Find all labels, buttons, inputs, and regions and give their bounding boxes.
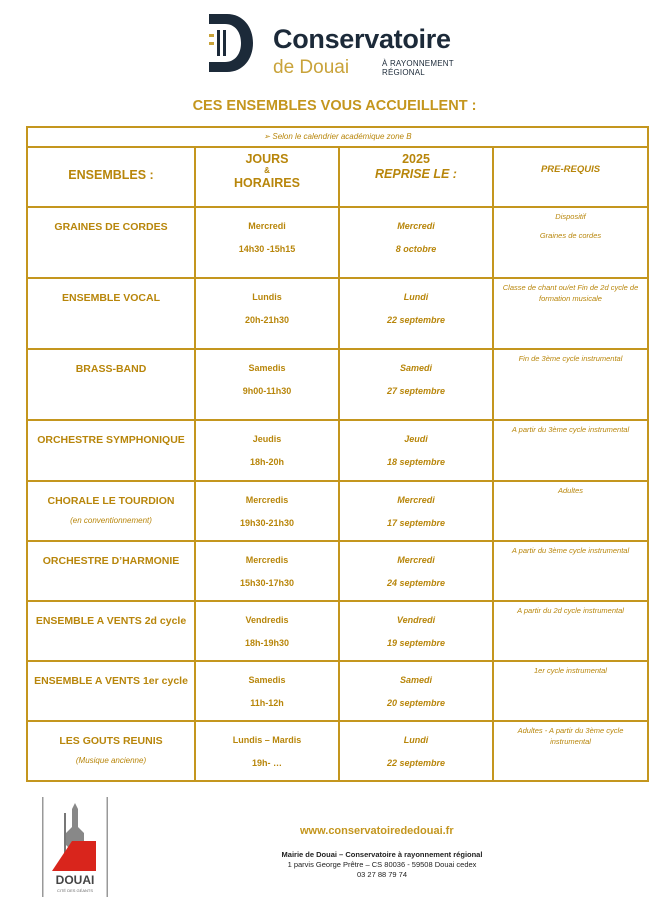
footer-address xyxy=(222,850,542,880)
ensemble-name: BRASS-BAND xyxy=(75,363,147,375)
ensemble-cell xyxy=(28,722,196,782)
schedule-day: Lundis – Mardis xyxy=(232,735,302,745)
conservatoire-d-mark-icon xyxy=(205,14,253,72)
ensembles-table xyxy=(26,126,649,782)
schedule-day: Samedis xyxy=(248,363,286,373)
schedule-day: Jeudis xyxy=(252,434,282,444)
table-header-row xyxy=(28,148,647,208)
reprise-day: Mercredi xyxy=(397,221,435,231)
table-row xyxy=(28,482,647,542)
header-horaires: HORAIRES xyxy=(234,176,300,190)
header-jours-horaires xyxy=(196,148,340,206)
schedule-day: Samedis xyxy=(248,675,286,685)
reprise-date: 22 septembre xyxy=(386,758,446,768)
schedule-time: 19h- … xyxy=(251,758,282,768)
schedule-day: Lundis xyxy=(252,292,282,302)
ensemble-note: (Musique ancienne) xyxy=(75,756,147,765)
reprise-date: 18 septembre xyxy=(386,457,446,467)
prerequis-text: Adultes xyxy=(557,486,584,495)
reprise-cell xyxy=(340,662,494,720)
prerequis-text: Adultes - A partir du 3ème cycle instrumental xyxy=(517,726,624,746)
reprise-cell xyxy=(340,722,494,782)
logo-subtitle: de Douai xyxy=(273,57,350,78)
prerequis-cell xyxy=(494,350,647,419)
table-row xyxy=(28,208,647,279)
schedule-cell xyxy=(196,602,340,660)
prerequis-text: Fin de 3ème cycle instrumental xyxy=(518,354,623,363)
prerequis-cell xyxy=(494,662,647,720)
prerequis-cell xyxy=(494,208,647,277)
reprise-day: Lundi xyxy=(403,735,429,745)
logo-title: Conservatoire xyxy=(273,24,451,54)
schedule-time: 14h30 -15h15 xyxy=(238,244,296,254)
ensemble-name: ENSEMBLE A VENTS 2d cycle xyxy=(35,615,187,627)
ensemble-cell xyxy=(28,662,196,720)
prerequis-text: A partir du 3ème cycle instrumental xyxy=(511,546,630,555)
prerequis-cell xyxy=(494,421,647,480)
ensemble-name: GRAINES DE CORDES xyxy=(54,221,168,233)
schedule-cell xyxy=(196,350,340,419)
reprise-day: Mercredi xyxy=(397,555,435,565)
prerequis-text: A partir du 2d cycle instrumental xyxy=(517,606,624,615)
schedule-time: 18h-20h xyxy=(249,457,284,467)
schedule-cell xyxy=(196,208,340,277)
reprise-cell xyxy=(340,421,494,480)
reprise-date: 17 septembre xyxy=(386,518,446,528)
schedule-day: Vendredis xyxy=(245,615,289,625)
reprise-cell xyxy=(340,208,494,277)
table-row xyxy=(28,662,647,722)
reprise-day: Mercredi xyxy=(397,495,435,505)
schedule-day: Mercredi xyxy=(248,221,286,231)
reprise-day: Jeudi xyxy=(404,434,428,444)
ensemble-note: (en conventionnement) xyxy=(70,516,152,525)
prerequis-text: Classe de chant ou/et Fin de 2d cycle de formation musicale xyxy=(502,283,639,303)
prerequis-text: A partir du 3ème cycle instrumental xyxy=(511,425,630,434)
ensemble-cell xyxy=(28,350,196,419)
page-heading: CES ENSEMBLES VOUS ACCUEILLENT : xyxy=(192,98,477,114)
prerequis-text: Dispositif xyxy=(555,212,586,221)
schedule-cell xyxy=(196,279,340,348)
reprise-date: 8 octobre xyxy=(395,244,437,254)
header-reprise xyxy=(340,148,494,206)
prerequis-cell xyxy=(494,722,647,782)
ensemble-name: CHORALE LE TOURDION xyxy=(47,495,175,507)
header-prerequis: PRE-REQUIS xyxy=(540,164,601,175)
schedule-day: Mercredis xyxy=(245,555,289,565)
ensemble-name: ORCHESTRE D’HARMONIE xyxy=(42,555,180,567)
phone-number: 03 27 88 79 74 xyxy=(356,870,408,879)
ensemble-name: ENSEMBLE A VENTS 1er cycle xyxy=(34,675,188,687)
calendar-note: ➢ Selon le calendrier académique zone B xyxy=(28,128,647,148)
ensemble-name: LES GOUTS REUNIS xyxy=(59,735,163,747)
reprise-cell xyxy=(340,602,494,660)
schedule-time: 11h-12h xyxy=(250,698,284,708)
reprise-day: Samedi xyxy=(399,363,432,373)
header-reprise-label: REPRISE LE : xyxy=(375,167,457,181)
reprise-day: Vendredi xyxy=(396,615,436,625)
ensemble-cell xyxy=(28,279,196,348)
table-row xyxy=(28,421,647,482)
schedule-day: Mercredis xyxy=(245,495,289,505)
conservatoire-logo xyxy=(205,14,475,78)
header-ensembles: ENSEMBLES : xyxy=(28,148,196,206)
reprise-date: 20 septembre xyxy=(386,698,446,708)
prerequis-cell xyxy=(494,279,647,348)
reprise-date: 19 septembre xyxy=(386,638,446,648)
schedule-cell xyxy=(196,722,340,782)
schedule-time: 19h30-21h30 xyxy=(239,518,295,528)
table-row xyxy=(28,350,647,421)
ensemble-name: ORCHESTRE SYMPHONIQUE xyxy=(37,434,185,446)
header-jours: JOURS xyxy=(245,152,289,166)
ensemble-cell xyxy=(28,482,196,540)
header-year: 2025 xyxy=(402,152,430,166)
reprise-day: Lundi xyxy=(403,292,429,302)
prerequis-cell xyxy=(494,602,647,660)
address-line1: Mairie de Douai – Conservatoire à rayonnement régional xyxy=(281,850,483,859)
schedule-time: 9h00-11h30 xyxy=(242,386,292,396)
prerequis-text: 1er cycle instrumental xyxy=(534,666,607,675)
schedule-cell xyxy=(196,662,340,720)
reprise-cell xyxy=(340,542,494,600)
schedule-cell xyxy=(196,542,340,600)
table-row xyxy=(28,542,647,602)
website-link[interactable]: www.conservatoirededouai.fr xyxy=(300,825,454,837)
schedule-time: 18h-19h30 xyxy=(244,638,290,648)
douai-city-logo-icon xyxy=(42,797,108,897)
table-row xyxy=(28,279,647,350)
douai-logo-tagline: CITÉ DES GÉANTS xyxy=(56,888,94,893)
prerequis-cell xyxy=(494,542,647,600)
prerequis-cell xyxy=(494,482,647,540)
reprise-date: 24 septembre xyxy=(386,578,446,588)
reprise-cell xyxy=(340,350,494,419)
address-line2: 1 parvis George Prêtre – CS 80036 - 59508 Douai cedex xyxy=(287,860,477,869)
table-row xyxy=(28,722,647,782)
table-row xyxy=(28,602,647,662)
prerequis-text-2: Graines de cordes xyxy=(539,231,602,240)
logo-tagline xyxy=(382,59,454,77)
logo-tagline-line2: RÉGIONAL xyxy=(382,68,425,77)
schedule-time: 20h-21h30 xyxy=(244,315,290,325)
schedule-time: 15h30-17h30 xyxy=(239,578,295,588)
logo-tagline-line1: À RAYONNEMENT xyxy=(382,59,454,68)
ensemble-cell xyxy=(28,542,196,600)
reprise-date: 22 septembre xyxy=(386,315,446,325)
header-amp: & xyxy=(264,166,270,175)
reprise-cell xyxy=(340,482,494,540)
schedule-cell xyxy=(196,421,340,480)
reprise-day: Samedi xyxy=(399,675,432,685)
reprise-date: 27 septembre xyxy=(386,386,446,396)
douai-logo-text: DOUAI xyxy=(55,873,95,887)
ensemble-cell xyxy=(28,208,196,277)
ensemble-cell xyxy=(28,602,196,660)
reprise-cell xyxy=(340,279,494,348)
schedule-cell xyxy=(196,482,340,540)
ensemble-cell xyxy=(28,421,196,480)
ensemble-name: ENSEMBLE VOCAL xyxy=(61,292,160,304)
